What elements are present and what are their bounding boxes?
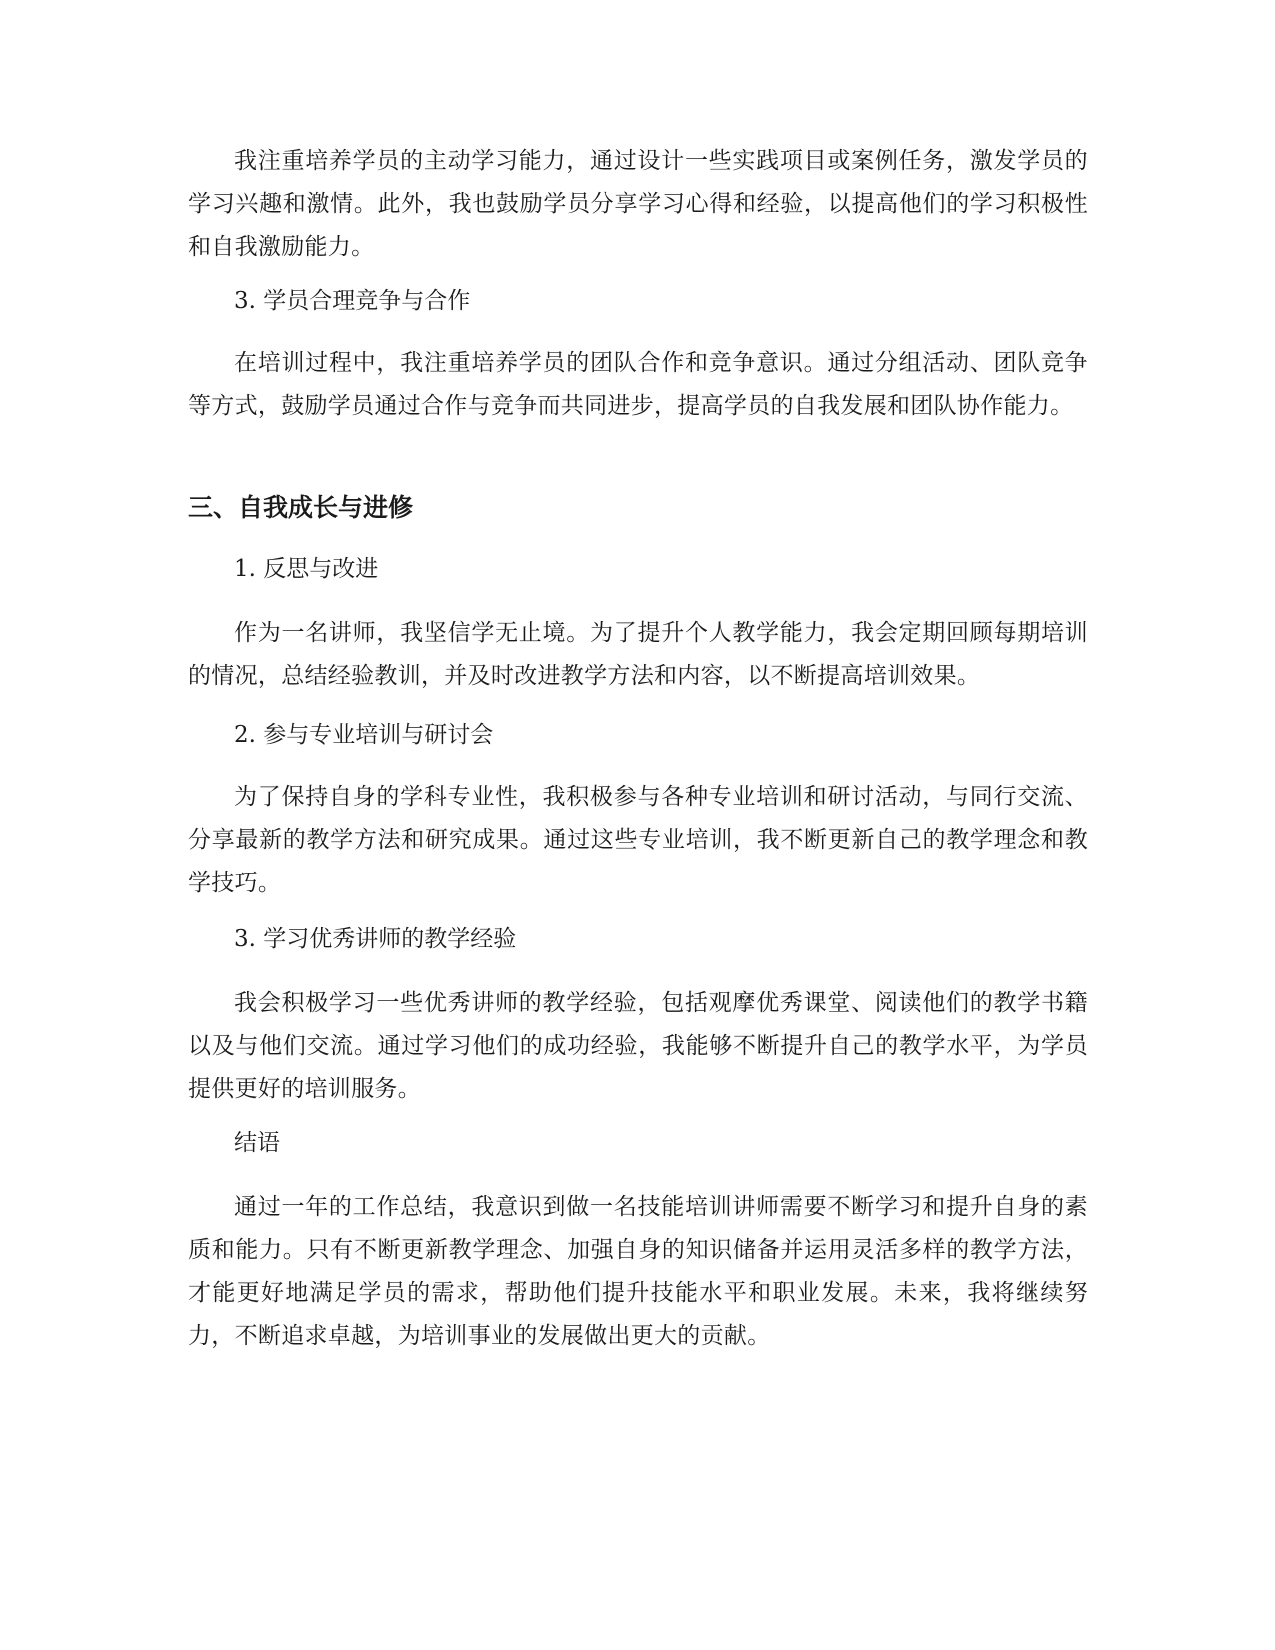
subheading-reflection: 1. 反思与改进 <box>234 556 379 582</box>
paragraph-conclusion: 通过一年的工作总结，我意识到做一名技能培训讲师需要不断学习和提升自身的素质和能力。只有不断更新教学理念、加强自身的知识储备并运用灵活多样的教学方法，才能更好地满足学员的需求，帮助他们提升技能水平和职业发展。未来，我将继续努力，不断追求卓越，为培训事业的发展做出更大的贡献。 <box>188 1194 1088 1349</box>
section-title-self-growth: 三、自我成长与进修 <box>188 493 414 522</box>
paragraph-teamwork: 在培训过程中，我注重培养学员的团队合作和竞争意识。通过分组活动、团队竞争等方式，鼓励学员通过合作与竞争而共同进步，提高学员的自我发展和团队协作能力。 <box>188 350 1088 419</box>
subheading-conclusion: 结语 <box>234 1130 280 1156</box>
subheading-competition-cooperation: 3. 学员合理竞争与合作 <box>234 288 471 314</box>
paragraph-reflection: 作为一名讲师，我坚信学无止境。为了提升个人教学能力，我会定期回顾每期培训的情况，总结经验教训，并及时改进教学方法和内容，以不断提高培训效果。 <box>188 620 1088 689</box>
paragraph-professional-training: 为了保持自身的学科专业性，我积极参与各种专业培训和研讨活动，与同行交流、分享最新的教学方法和研究成果。通过这些专业培训，我不断更新自己的教学理念和教学技巧。 <box>188 784 1088 896</box>
subheading-professional-training: 2. 参与专业培训与研讨会 <box>234 722 494 748</box>
paragraph-learn-from-trainers: 我会积极学习一些优秀讲师的教学经验，包括观摩优秀课堂、阅读他们的教学书籍以及与他们交流。通过学习他们的成功经验，我能够不断提升自己的教学水平，为学员提供更好的培训服务。 <box>188 990 1088 1102</box>
paragraph-active-learning: 我注重培养学员的主动学习能力，通过设计一些实践项目或案例任务，激发学员的学习兴趣和激情。此外，我也鼓励学员分享学习心得和经验，以提高他们的学习积极性和自我激励能力。 <box>188 148 1088 260</box>
subheading-learn-from-trainers: 3. 学习优秀讲师的教学经验 <box>234 926 517 952</box>
